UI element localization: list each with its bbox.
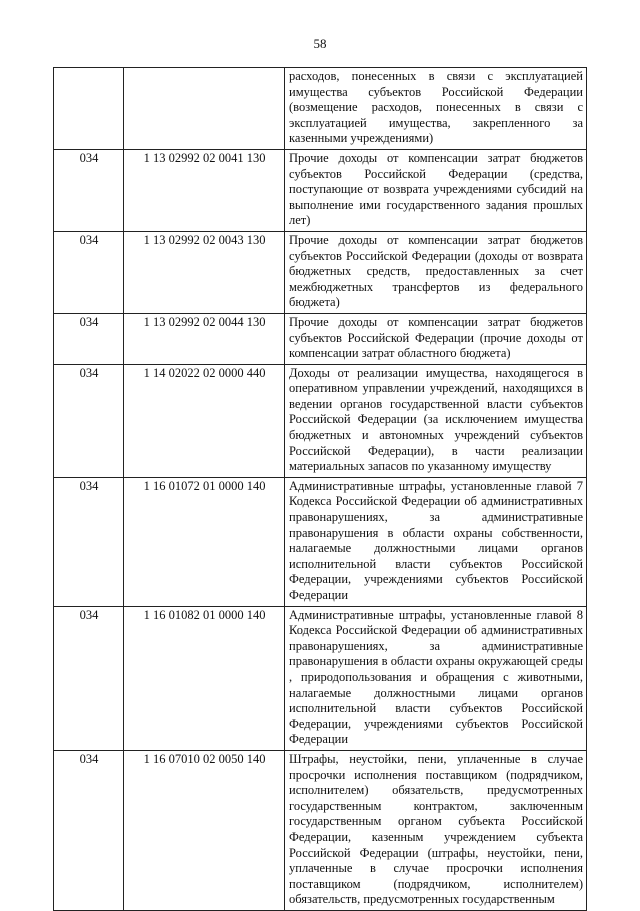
budget-code-cell: 1 16 01072 01 0000 140 bbox=[124, 477, 285, 606]
budget-code-cell: 1 14 02022 02 0000 440 bbox=[124, 364, 285, 477]
budget-code-cell: 1 13 02992 02 0044 130 bbox=[124, 313, 285, 364]
table-row bbox=[54, 364, 587, 477]
table-row bbox=[54, 313, 587, 364]
description-cell: Доходы от реализации имущества, находящегося в оперативном управлении учреждений, находящихся в ведении органов государственной власти субъектов Российской Федерации (за исключением имущества бюджетных и автономных учреждений субъектов Российской Федерации), в части реализации материальных запасов по указанному имуществу bbox=[285, 364, 587, 477]
admin-code-cell: 034 bbox=[54, 750, 124, 910]
table-row bbox=[54, 231, 587, 313]
description-cell: Прочие доходы от компенсации затрат бюджетов субъектов Российской Федерации (доходы от возврата бюджетных средств, предоставленных за счет межбюджетных трансфертов из федерального бюджета) bbox=[285, 231, 587, 313]
description-cell: Прочие доходы от компенсации затрат бюджетов субъектов Российской Федерации (средства, поступающие от возврата учреждениями субсидий на выполнение ими государственного задания прошлых лет) bbox=[285, 149, 587, 231]
budget-code-cell: 1 13 02992 02 0041 130 bbox=[124, 149, 285, 231]
budget-code-cell: 1 16 07010 02 0050 140 bbox=[124, 750, 285, 910]
description-cell: Административные штрафы, установленные главой 8 Кодекса Российской Федерации об административных правонарушениях, за административные правонарушения в области охраны окружающей среды , природопользования и обращения с животными, налагаемые должностными лицами органов исполнительной власти субъектов Российской Федерации, учреждениями субъектов Российской Федерации bbox=[285, 606, 587, 750]
admin-code-cell: 034 bbox=[54, 313, 124, 364]
budget-code-cell: 1 16 01082 01 0000 140 bbox=[124, 606, 285, 750]
table-row bbox=[54, 606, 587, 750]
admin-code-cell: 034 bbox=[54, 606, 124, 750]
budget-code-cell bbox=[124, 68, 285, 150]
admin-code-cell bbox=[54, 68, 124, 150]
admin-code-cell: 034 bbox=[54, 364, 124, 477]
revenue-codes-table bbox=[53, 67, 587, 911]
description-cell: Штрафы, неустойки, пени, уплаченные в случае просрочки исполнения поставщиком (подрядчиком, исполнителем) обязательств, предусмотренных государственным контрактом, заключенным государственным органом субъекта Российской Федерации, казенным учреждением субъекта Российской Федерации (штрафы, неустойки, пени, уплаченные в случае просрочки исполнения поставщиком (подрядчиком, исполнителем) обязательств, предусмотренных государственным bbox=[285, 750, 587, 910]
description-cell: расходов, понесенных в связи с эксплуатацией имущества субъектов Российской Федерации (возмещение расходов, понесенных в связи с эксплуатацией имущества, закрепленного за казенными учреждениями) bbox=[285, 68, 587, 150]
description-cell: Прочие доходы от компенсации затрат бюджетов субъектов Российской Федерации (прочие доходы от компенсации затрат областного бюджета) bbox=[285, 313, 587, 364]
admin-code-cell: 034 bbox=[54, 149, 124, 231]
table-row bbox=[54, 750, 587, 910]
budget-code-cell: 1 13 02992 02 0043 130 bbox=[124, 231, 285, 313]
admin-code-cell: 034 bbox=[54, 477, 124, 606]
table-row bbox=[54, 149, 587, 231]
table-row bbox=[54, 68, 587, 150]
page-number: 58 bbox=[313, 36, 327, 51]
description-cell: Административные штрафы, установленные главой 7 Кодекса Российской Федерации об административных правонарушениях, за административные правонарушения в области охраны собственности, налагаемые должностными лицами органов исполнительной власти субъектов Российской Федерации, учреждениями субъектов Российской Федерации bbox=[285, 477, 587, 606]
admin-code-cell: 034 bbox=[54, 231, 124, 313]
table-row bbox=[54, 477, 587, 606]
